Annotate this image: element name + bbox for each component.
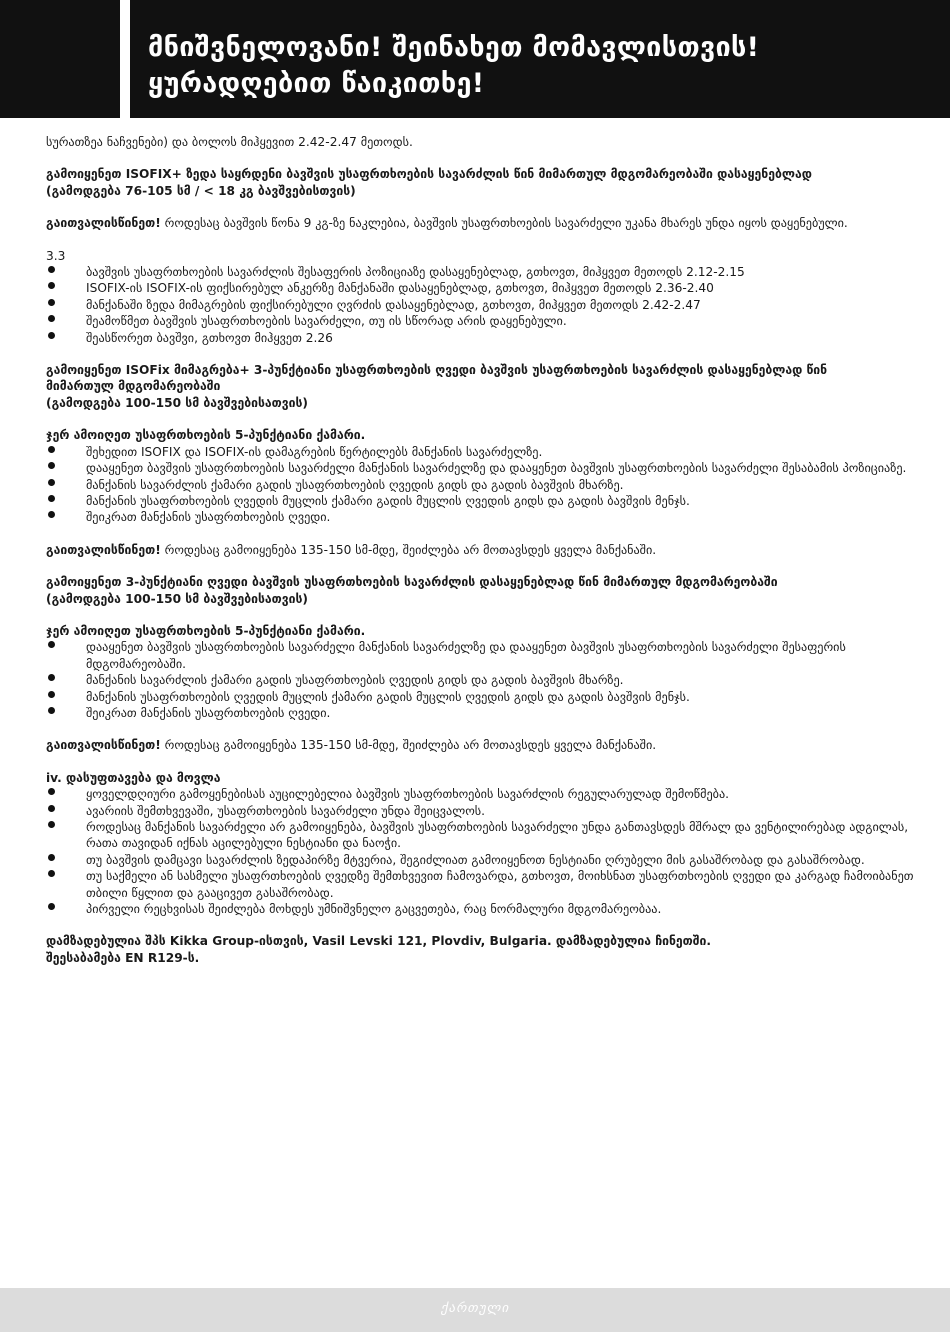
attention-text: როდესაც გამოიყენება 135-150 სმ-მდე, შეიძლება არ მოთავსდეს ყველა მანქანაში. [160, 542, 657, 557]
bullet-icon [48, 674, 55, 681]
bullet-icon [48, 788, 55, 795]
isofix-3point-heading-line-1: გამოიყენეთ ISOFix მიმაგრება+ 3-პუნქტიანი უსაფრთხოების ღვედი ბავშვის უსაფრთხოების სავარძლის დასაყენებლად წინ [46, 363, 828, 378]
bullet-icon [48, 495, 55, 502]
list-item [46, 444, 916, 460]
isofix-3point-heading [46, 362, 916, 411]
list-item [46, 313, 916, 329]
bullet-icon [48, 641, 55, 648]
isofix-3point-attention [46, 542, 916, 558]
list-item-text: შეასწორეთ ბავშვი, გთხოვთ მიჰყვეთ 2.26 [86, 330, 333, 345]
bullet-icon [48, 707, 55, 714]
bullet-icon [48, 282, 55, 289]
step-number: 3.3 [46, 248, 66, 263]
three-point-heading-line-1: გამოიყენეთ 3-პუნქტიანი ღვედი ბავშვის უსაფრთხოების სავარძლის დასაყენებლად წინ მიმართულ მდგომარეობაში [46, 575, 778, 590]
list-item-text: დააყენეთ ბავშვის უსაფრთხოების სავარძელი მანქანის სავარძელზე და დააყენეთ ბავშვის უსაფრთხოების სავარძელი შესაბამის პოზიციაზე. [86, 461, 907, 476]
isofix-plus-heading-line-1: გამოიყენეთ ISOFIX+ ზედა საყრდენი ბავშვის უსაფრთხოების სავარძლის წინ მიმართულ მდგომარეობაში დასაყენებლად [46, 167, 812, 182]
bullet-icon [48, 870, 55, 877]
attention-label: გაითვალისწინეთ! [46, 216, 161, 231]
list-item-text: როდესაც მანქანის სავარძელი არ გამოიყენება, ბავშვის უსაფრთხოების სავარძელი უნდა განთავსდეს მშრალ და ვენტილირებად ადგილას, რათა თავიდან იქნას აცილებული ნესტიანი და ნაოჭი. [86, 820, 909, 851]
bullet-icon [48, 903, 55, 910]
three-point-steps [46, 639, 916, 721]
title-line-2: ყურადღებით წაიკითხე! [148, 68, 485, 99]
isofix-plus-heading [46, 166, 916, 199]
bullet-icon [48, 479, 55, 486]
list-item-text: პირველი რეცხვისას შეიძლება მოხდეს უმნიშვნელო გაცვეთება, რაც ნორმალური მდგომარეობაა. [86, 902, 662, 917]
three-point-attention [46, 737, 916, 753]
isofix-3point-heading-line-3: (გამოდგება 100-150 სმ ბავშვებისათვის) [46, 395, 309, 410]
list-item [46, 901, 916, 917]
bullet-icon [48, 266, 55, 273]
attention-text: როდესაც გამოიყენება 135-150 სმ-მდე, შეიძლება არ მოთავსდეს ყველა მანქანაში. [160, 738, 657, 753]
list-item-text: მანქანის უსაფრთხოების ღვედის მუცლის ქამარი გადის მუცლის ღვედის გიდს და გადის ბავშვის მენჯს. [86, 493, 690, 508]
list-item [46, 672, 916, 688]
header-left-block [0, 0, 120, 118]
list-item-text: შეიკრათ მანქანის უსაფრთხოების ღვედი. [86, 705, 331, 720]
bullet-icon [48, 511, 55, 518]
list-item [46, 264, 916, 280]
list-item-text: ავარიის შემთხვევაში, უსაფრთხოების სავარძელი უნდა შეიცვალოს. [86, 803, 486, 818]
list-item [46, 280, 916, 296]
list-item-text: თუ ბავშვის დამცავი სავარძლის ზედაპირზე მტვერია, შეგიძლიათ გამოიყენოთ ნესტიანი ღრუბელი მის გასაშრობად და გასაშრობად. [86, 852, 865, 867]
language-label: ქართული [440, 1301, 510, 1316]
bullet-icon [48, 299, 55, 306]
list-item [46, 493, 916, 509]
bullet-icon [48, 821, 55, 828]
list-item [46, 460, 916, 476]
list-item [46, 330, 916, 346]
isofix-3point-heading-line-2: მიმართულ მდგომარეობაში [46, 379, 221, 394]
attention-text: როდესაც ბავშვის წონა 9 კგ-ზე ნაკლებია, ბავშვის უსაფრთხოების სავარძელი უკანა მხარეს უნდა იყოს დაყენებული. [160, 216, 848, 231]
list-item-text: ყოველდღიური გამოყენებისას აუცილებელია ბავშვის უსაფრთხოების სავარძლის რეგულარულად შემოწმება. [86, 787, 730, 802]
compliance-line: შეესაბამება EN R129-ს. [46, 950, 200, 965]
bullet-icon [48, 332, 55, 339]
list-item-text: ISOFIX-ის ISOFIX-ის ფიქსირებულ ანკერზე მანქანაში დასაყენებლად, გთხოვთ, მიჰყვეთ მეთოდს 2.36-2.40 [86, 281, 714, 296]
list-item [46, 297, 916, 313]
list-item-text: მანქანის სავარძლის ქამარი გადის უსაფრთხოების ღვედის გიდს და გადის ბავშვის მხარზე. [86, 477, 624, 492]
list-item [46, 477, 916, 493]
isofix-plus-steps [46, 264, 916, 346]
isofix-plus-attention [46, 215, 916, 231]
list-item-text: შეიკრათ მანქანის უსაფრთხოების ღვედი. [86, 510, 331, 525]
title-line-1: მნიშვნელოვანი! შეინახეთ მომავლისთვის! [148, 32, 760, 63]
list-item [46, 705, 916, 721]
maintenance-list [46, 786, 916, 917]
bullet-icon [48, 691, 55, 698]
list-item [46, 803, 916, 819]
list-item [46, 819, 916, 852]
intro-text: სურათზეა ნაჩვენები) და ბოლოს მიჰყევით 2.42-2.47 მეთოდს. [46, 135, 413, 149]
three-point-subheading: ჯერ ამოიღეთ უსაფრთხოების 5-პუნქტიანი ქამარი. [46, 623, 366, 638]
bullet-icon [48, 805, 55, 812]
isofix-3point-subheading: ჯერ ამოიღეთ უსაფრთხოების 5-პუნქტიანი ქამარი. [46, 428, 366, 443]
list-item [46, 868, 916, 901]
isofix-3point-steps [46, 444, 916, 526]
list-item-text: შეხედით ISOFIX და ISOFIX-ის დამაგრების წერტილებს მანქანის სავარძელზე. [86, 444, 543, 459]
attention-label: გაითვალისწინეთ! [46, 738, 161, 753]
list-item-text: მანქანის უსაფრთხოების ღვედის მუცლის ქამარი გადის მუცლის ღვედის გიდს და გადის ბავშვის მენჯს. [86, 689, 690, 704]
list-item-text: მანქანის სავარძლის ქამარი გადის უსაფრთხოების ღვედის გიდს და გადის ბავშვის მხარზე. [86, 673, 624, 688]
page-title [148, 30, 759, 102]
footer-bar [0, 1288, 950, 1332]
isofix-plus-heading-line-2: (გამოდგება 76-105 სმ / < 18 კგ ბავშვებისთვის) [46, 183, 356, 198]
list-item-text: ბავშვის უსაფრთხოების სავარძლის შესაფერის პოზიციაზე დასაყენებლად, გთხოვთ, მიჰყვეთ მეთოდს 2.12-2.15 [86, 265, 745, 280]
three-point-heading-line-2: (გამოდგება 100-150 სმ ბავშვებისათვის) [46, 591, 309, 606]
list-item [46, 786, 916, 802]
list-item [46, 852, 916, 868]
manufacturer-info [46, 933, 916, 966]
list-item-text: დააყენეთ ბავშვის უსაფრთხოების სავარძელი მანქანის სავარძელზე და დააყენეთ ბავშვის უსაფრთხოების სავარძელი შესაფერის მდგომარეობაში. [86, 640, 846, 671]
three-point-heading [46, 574, 916, 607]
maintenance-heading: iv. დასუფთავება და მოვლა [46, 770, 221, 785]
manufacturer-line-1: დამზადებულია შპს Kikka Group-ისთვის, Vasil Levski 121, Plovdiv, Bulgaria. დამზადებულია ჩინეთში. [46, 934, 711, 949]
list-item [46, 689, 916, 705]
attention-label: გაითვალისწინეთ! [46, 542, 161, 557]
bullet-icon [48, 854, 55, 861]
list-item-text: მანქანაში ზედა მიმაგრების ფიქსირებული ღვრძის დასაყენებლად, გთხოვთ, მიჰყვეთ მეთოდს 2.42-2.47 [86, 297, 701, 312]
bullet-icon [48, 315, 55, 322]
list-item [46, 639, 916, 672]
bullet-icon [48, 462, 55, 469]
document-body [46, 134, 916, 966]
list-item-text: შეამოწმეთ ბავშვის უსაფრთხოების სავარძელი, თუ ის სწორად არის დაყენებული. [86, 314, 567, 329]
bullet-icon [48, 446, 55, 453]
list-item-text: თუ საქმელი ან სასმელი უსაფრთხოების ღვედზე შემთხვევით ჩამოვარდა, გთხოვთ, მოიხსნათ უსაფრთხოების ღვედი და კარგად ჩამოიბანეთ თბილი წყლით და გააცივეთ გასაშრობად. [86, 869, 914, 900]
header-banner [130, 0, 950, 118]
list-item [46, 509, 916, 525]
